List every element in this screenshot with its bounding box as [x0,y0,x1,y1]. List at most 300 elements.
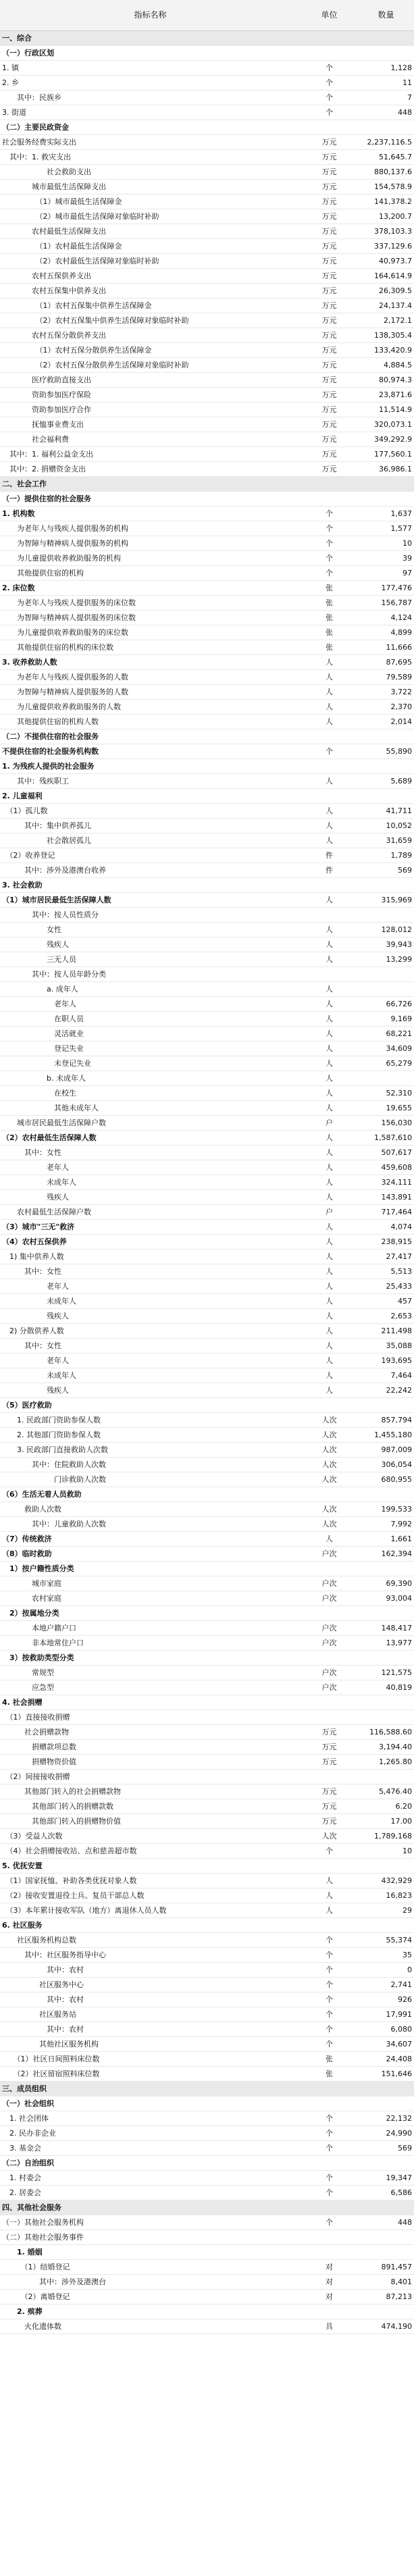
unit-cell: 张 [301,596,358,611]
table-row [0,596,414,611]
unit-cell: 人次 [301,1502,358,1517]
indicator-name-cell: 社区服务机构总数 [0,1933,301,1948]
table-row [0,1517,414,1532]
indicator-name-cell: 社会服务经费实际支出 [0,135,301,150]
indicator-name-cell: 1) 集中供养人数 [0,1250,301,1264]
unit-cell: 人次 [301,1472,358,1487]
unit-cell: 人 [301,893,358,908]
table-row [0,224,414,239]
unit-cell [301,1398,358,1413]
unit-cell: 户次 [301,1621,358,1636]
value-cell: 569 [358,2141,414,2156]
value-cell: 177,476 [358,581,414,596]
table-row [0,1368,414,1383]
column-header-value: 数量 [358,0,414,31]
indicator-name-cell: 为智障与精神病人提供服务的人数 [0,685,301,700]
table-row [0,2215,414,2230]
table-row [0,1205,414,1220]
table-row [0,2245,414,2260]
unit-cell: 万元 [301,358,358,373]
value-cell: 41,711 [358,804,414,819]
table-row [0,2290,414,2304]
unit-cell: 万元 [301,328,358,343]
unit-cell: 人次 [301,1517,358,1532]
unit-cell: 张 [301,611,358,625]
unit-cell: 人 [301,1324,358,1339]
value-cell: 133,420.9 [358,343,414,358]
table-row [0,789,414,804]
table-row [0,2230,414,2245]
unit-cell: 件 [301,848,358,863]
unit-cell: 个 [301,536,358,551]
unit-cell: 个 [301,1978,358,1992]
table-row [0,625,414,640]
value-cell: 4,074 [358,1220,414,1235]
table-row [0,744,414,759]
indicator-name-cell: 农村家庭 [0,1591,301,1606]
table-row [0,729,414,744]
table-row [0,1145,414,1160]
table-row [0,1799,414,1814]
unit-cell: 万元 [301,462,358,477]
value-cell [358,759,414,774]
indicator-name-cell: （二）主要民政资金 [0,120,301,135]
value-cell: 55,890 [358,744,414,759]
indicator-name-cell: 其他提供住宿的机构的床位数 [0,640,301,655]
table-row [0,1606,414,1621]
table-row [0,1383,414,1398]
unit-cell: 万元 [301,1799,358,1814]
value-cell: 156,787 [358,596,414,611]
table-row [0,1413,414,1428]
value-cell: 448 [358,2215,414,2230]
indicator-name-cell: （1）直接接收捐赠 [0,1710,301,1725]
table-row [0,923,414,937]
value-cell: 154,578.9 [358,180,414,195]
table-row [0,2141,414,2156]
table-row [0,1903,414,1918]
table-row [0,640,414,655]
value-cell: 40,819 [358,1680,414,1695]
table-row [0,239,414,254]
table-row [0,1354,414,1368]
unit-cell [301,1710,358,1725]
unit-cell: 具 [301,2319,358,2334]
unit-cell: 个 [301,61,358,76]
value-cell: 0 [358,1963,414,1978]
indicator-name-cell: 6. 社区服务 [0,1918,301,1933]
table-row [0,254,414,269]
unit-cell [301,120,358,135]
column-header-unit: 单位 [301,0,358,31]
value-cell [358,729,414,744]
value-cell [358,2304,414,2319]
indicator-name-cell: 2. 儿童福利 [0,789,301,804]
indicator-name-cell: 1. 为残疾人提供的社会服务 [0,759,301,774]
unit-cell: 人 [301,1368,358,1383]
value-cell: 1,637 [358,507,414,521]
unit-cell: 个 [301,744,358,759]
unit-cell: 人 [301,1235,358,1250]
indicator-name-cell: 老年人 [0,1160,301,1175]
value-cell: 6,586 [358,2186,414,2200]
table-row [0,1948,414,1963]
unit-cell: 个 [301,105,358,120]
indicator-name-cell: （3）城市"三无"救济 [0,1220,301,1235]
indicator-name-cell: 农村五保供养支出 [0,269,301,284]
value-cell: 55,374 [358,1933,414,1948]
value-cell [358,982,414,997]
value-cell: 1,265.80 [358,1755,414,1770]
unit-cell: 户次 [301,1636,358,1651]
indicator-name-cell: 登记失业 [0,1041,301,1056]
indicator-name-cell: 老年人 [0,1354,301,1368]
table-row [0,343,414,358]
indicator-name-cell: （2）农村最低生活保障对象临时补助 [0,254,301,269]
unit-cell: 户次 [301,1576,358,1591]
table-row [0,1160,414,1175]
unit-cell [301,1770,358,1784]
table-row [0,447,414,462]
table-row [0,1874,414,1888]
table-row [0,1725,414,1740]
unit-cell: 个 [301,551,358,566]
unit-cell [301,1487,358,1502]
unit-cell: 万元 [301,343,358,358]
value-cell: 680,955 [358,1472,414,1487]
unit-cell: 人 [301,1012,358,1027]
value-cell [358,477,414,492]
value-cell: 378,103.3 [358,224,414,239]
value-cell [358,1398,414,1413]
table-row [0,1770,414,1784]
indicator-name-cell: 其中：1. 福利公益金支出 [0,447,301,462]
indicator-name-cell: 3. 民政部门直接救助人次数 [0,1443,301,1458]
table-row [0,1056,414,1071]
indicator-name-cell: 其他部门转入的捐赠物价值 [0,1814,301,1829]
unit-cell [301,2082,358,2096]
table-row [0,878,414,893]
unit-cell: 万元 [301,1725,358,1740]
table-row [0,2007,414,2022]
unit-cell: 个 [301,2126,358,2141]
value-cell: 164,614.9 [358,269,414,284]
unit-cell: 人次 [301,1458,358,1472]
indicator-name-cell: 1. 镇 [0,61,301,76]
table-row [0,863,414,878]
unit-cell: 万元 [301,1740,358,1755]
value-cell: 34,607 [358,2037,414,2052]
unit-cell: 人 [301,670,358,685]
value-cell: 1,577 [358,521,414,536]
indicator-name-cell: （一）社会组织 [0,2096,301,2111]
indicator-name-cell: （3）本年累计接收军队（地方）离退休人员人数 [0,1903,301,1918]
value-cell: 36,986.1 [358,462,414,477]
value-cell: 65,279 [358,1056,414,1071]
table-row [0,566,414,581]
indicator-name-cell: 未成年人 [0,1294,301,1309]
unit-cell [301,759,358,774]
unit-cell: 万元 [301,1755,358,1770]
indicator-name-cell: 2. 居委会 [0,2186,301,2200]
indicator-name-cell: 1. 民政部门资助参保人数 [0,1413,301,1428]
unit-cell [301,2096,358,2111]
indicator-name-cell: （二）自治组织 [0,2156,301,2171]
value-cell: 10,052 [358,819,414,833]
indicator-name-cell: （1）国家抚恤、补助各类优抚对象人数 [0,1874,301,1888]
table-row [0,1041,414,1056]
unit-cell: 人 [301,1190,358,1205]
indicator-name-cell: 为儿童提供收养救助服务的人数 [0,700,301,715]
table-row [0,536,414,551]
unit-cell [301,729,358,744]
indicator-name-cell: 在校生 [0,1086,301,1101]
table-row [0,521,414,536]
unit-cell: 个 [301,566,358,581]
value-cell: 156,030 [358,1116,414,1131]
value-cell: 6.20 [358,1799,414,1814]
value-cell: 69,390 [358,1576,414,1591]
value-cell: 66,726 [358,997,414,1012]
indicator-name-cell: 一、综合 [0,31,301,46]
indicator-name-cell: 社会救助支出 [0,165,301,180]
value-cell [358,1606,414,1621]
value-cell [358,967,414,982]
table-row [0,1472,414,1487]
indicator-name-cell: 3. 街道 [0,105,301,120]
value-cell: 19,347 [358,2171,414,2186]
table-row [0,2275,414,2290]
value-cell: 1,587,610 [358,1131,414,1145]
value-cell: 148,417 [358,1621,414,1636]
indicator-name-cell: 残疾人 [0,1190,301,1205]
table-row [0,1012,414,1027]
table-row [0,551,414,566]
indicator-name-cell: 2) 分散供养人数 [0,1324,301,1339]
value-cell [358,46,414,61]
unit-cell: 个 [301,1948,358,1963]
value-cell: 24,137.4 [358,299,414,313]
indicator-name-cell: 农村最低生活保障支出 [0,224,301,239]
indicator-name-cell: （2）离婚登记 [0,2290,301,2304]
unit-cell: 张 [301,625,358,640]
value-cell: 39 [358,551,414,566]
indicator-name-cell: 不提供住宿的社会服务机构数 [0,744,301,759]
table-row [0,1220,414,1235]
table-row [0,1740,414,1755]
indicator-name-cell: 火化遗体数 [0,2319,301,2334]
table-row [0,1027,414,1041]
indicator-name-cell: 资助参加医疗合作 [0,403,301,417]
value-cell [358,1562,414,1576]
unit-cell: 个 [301,2007,358,2022]
table-row [0,1235,414,1250]
value-cell: 320,073.1 [358,417,414,432]
table-row [0,997,414,1012]
unit-cell: 人 [301,1279,358,1294]
value-cell: 1,455,180 [358,1428,414,1443]
unit-cell: 人 [301,923,358,937]
table-row [0,1859,414,1874]
value-cell: 1,661 [358,1532,414,1547]
indicator-name-cell: 其中：住院救助人次数 [0,1458,301,1472]
value-cell: 6,080 [358,2022,414,2037]
table-row [0,833,414,848]
unit-cell: 张 [301,2067,358,2082]
table-row [0,581,414,596]
value-cell [358,1071,414,1086]
indicator-name-cell: 残疾人 [0,1383,301,1398]
table-row [0,1844,414,1859]
unit-cell: 人 [301,937,358,952]
value-cell: 177,560.1 [358,447,414,462]
value-cell: 337,129.6 [358,239,414,254]
indicator-name-cell: 1. 村委会 [0,2171,301,2186]
unit-cell [301,1695,358,1710]
indicator-name-cell: 老年人 [0,1279,301,1294]
unit-cell: 个 [301,91,358,105]
indicator-name-cell: 1. 机构数 [0,507,301,521]
indicator-name-cell: 为老年人与残疾人提供服务的人数 [0,670,301,685]
indicator-name-cell: （2）农村最低生活保障人数 [0,1131,301,1145]
table-row [0,1695,414,1710]
indicator-name-cell: （1）城市最低生活保障金 [0,195,301,209]
indicator-name-cell: 为老年人与残疾人提供服务的机构 [0,521,301,536]
table-row [0,1190,414,1205]
table-row [0,1339,414,1354]
indicator-name-cell: 其中：民族乡 [0,91,301,105]
indicator-name-cell: 未登记失业 [0,1056,301,1071]
value-cell: 717,464 [358,1205,414,1220]
table-row [0,1250,414,1264]
value-cell: 138,305.4 [358,328,414,343]
unit-cell: 张 [301,2052,358,2067]
unit-cell: 人 [301,1145,358,1160]
indicator-name-cell: 三、成员组织 [0,2082,301,2096]
indicator-name-cell: 其中：女性 [0,1145,301,1160]
table-row [0,908,414,923]
indicator-name-cell: 其中：农村 [0,2022,301,2037]
unit-cell: 人 [301,1264,358,1279]
indicator-name-cell: 其中：集中供养孤儿 [0,819,301,833]
value-cell: 11,514.9 [358,403,414,417]
unit-cell: 人 [301,819,358,833]
table-row [0,507,414,521]
table-row [0,1264,414,1279]
unit-cell: 个 [301,2171,358,2186]
value-cell: 857,794 [358,1413,414,1428]
table-row [0,774,414,789]
table-row [0,328,414,343]
unit-cell: 户次 [301,1680,358,1695]
value-cell: 193,695 [358,1354,414,1368]
value-cell [358,2230,414,2245]
table-row [0,165,414,180]
value-cell: 143,891 [358,1190,414,1205]
unit-cell: 个 [301,1844,358,1859]
value-cell: 17,991 [358,2007,414,2022]
value-cell: 891,457 [358,2260,414,2275]
table-row [0,284,414,299]
indicator-name-cell: （1）社区日间照料床位数 [0,2052,301,2067]
unit-cell [301,1859,358,1874]
value-cell: 27,417 [358,1250,414,1264]
unit-cell: 人 [301,833,358,848]
unit-cell: 个 [301,507,358,521]
value-cell: 35 [358,1948,414,1963]
indicator-name-cell: 3）按救助类型分类 [0,1651,301,1666]
indicator-name-cell: 其中：农村 [0,1963,301,1978]
value-cell: 51,645.7 [358,150,414,165]
table-row [0,2304,414,2319]
value-cell: 128,012 [358,923,414,937]
table-row [0,685,414,700]
unit-cell: 万元 [301,254,358,269]
value-cell [358,2245,414,2260]
indicator-name-cell: （一）其他社会服务机构 [0,2215,301,2230]
value-cell [358,2082,414,2096]
value-cell: 68,221 [358,1027,414,1041]
unit-cell: 万元 [301,403,358,417]
unit-cell [301,967,358,982]
value-cell: 1,789,168 [358,1829,414,1844]
value-cell: 474,190 [358,2319,414,2334]
indicator-name-cell: 2. 殡葬 [0,2304,301,2319]
value-cell: 29 [358,1903,414,1918]
table-body [0,31,414,2334]
value-cell [358,120,414,135]
value-cell: 2,014 [358,715,414,729]
table-row [0,2111,414,2126]
indicator-name-cell: （3）受益人次数 [0,1829,301,1844]
table-row [0,1651,414,1666]
indicator-name-cell: （2）收养登记 [0,848,301,863]
value-cell: 11 [358,76,414,91]
value-cell: 25,433 [358,1279,414,1294]
indicator-name-cell: 门诊救助人次数 [0,1472,301,1487]
table-row [0,2260,414,2275]
unit-cell: 人 [301,1131,358,1145]
table-row [0,269,414,284]
table-row [0,655,414,670]
table-row [0,1933,414,1948]
indicator-name-cell: 农村五保分散供养支出 [0,328,301,343]
unit-cell: 人 [301,1309,358,1324]
value-cell: 19,655 [358,1101,414,1116]
value-cell: 2,172.1 [358,313,414,328]
indicator-name-cell: （一）行政区划 [0,46,301,61]
unit-cell: 人 [301,685,358,700]
unit-cell: 户次 [301,1666,358,1680]
table-row [0,492,414,507]
indicator-name-cell: 为智障与精神病人提供服务的床位数 [0,611,301,625]
table-row [0,1502,414,1517]
value-cell: 238,915 [358,1235,414,1250]
indicator-name-cell: 2）按属地分类 [0,1606,301,1621]
table-row [0,1621,414,1636]
value-cell [358,1695,414,1710]
unit-cell: 万元 [301,299,358,313]
unit-cell: 个 [301,2111,358,2126]
value-cell: 2,370 [358,700,414,715]
indicator-name-cell: 为儿童提供收养救助服务的机构 [0,551,301,566]
table-row [0,1398,414,1413]
indicator-name-cell: 其中：女性 [0,1339,301,1354]
indicator-name-cell: （2）农村五保分散供养生活保障对象临时补助 [0,358,301,373]
value-cell: 5,476.40 [358,1784,414,1799]
table-row [0,2186,414,2200]
table-row [0,135,414,150]
